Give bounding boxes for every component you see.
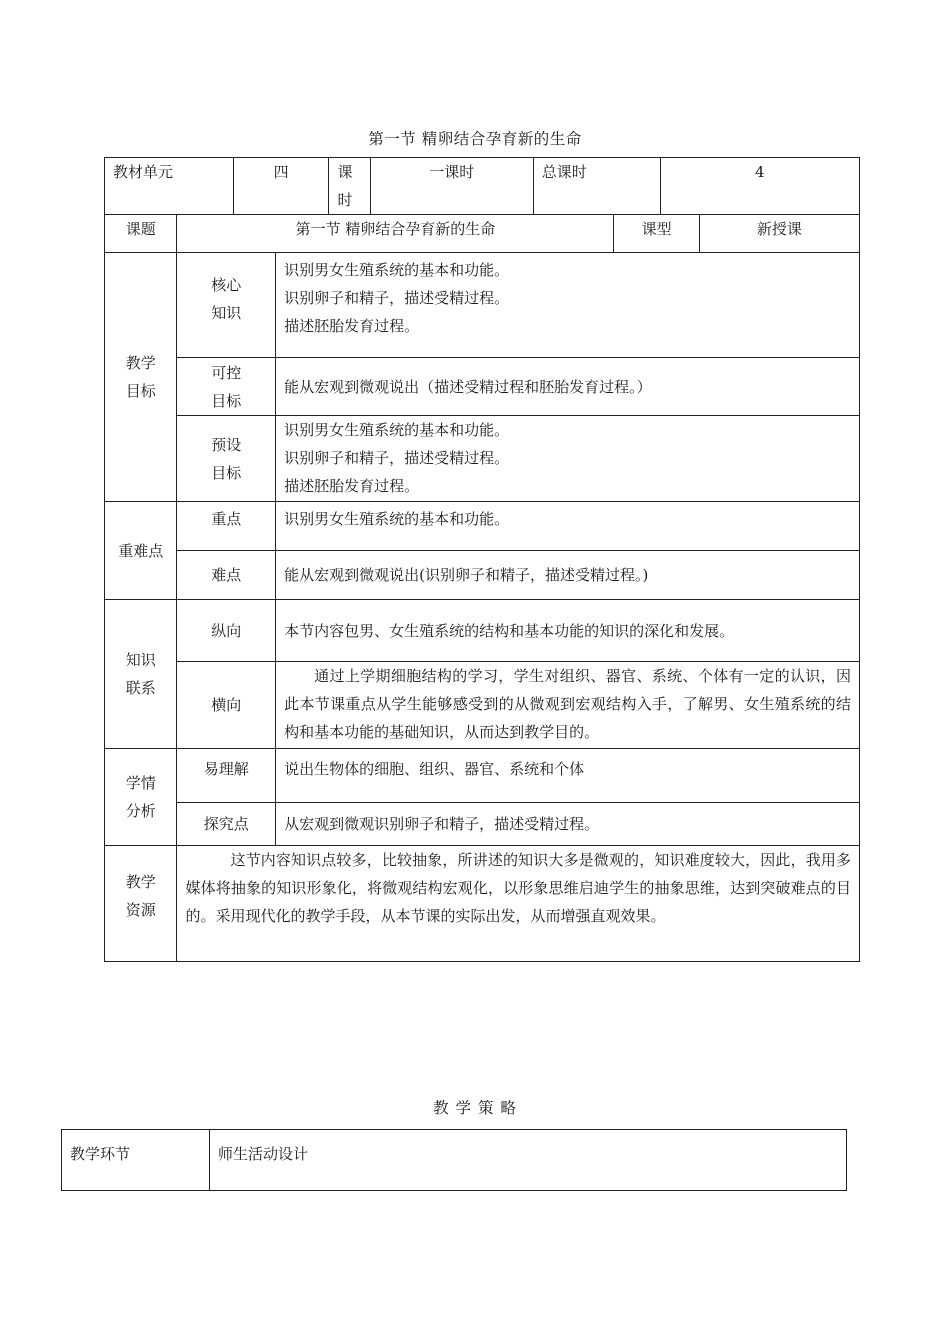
learning-label-cell [105,749,177,846]
controllable-content-cell [276,358,860,416]
difficult-text: 能从宏观到微观说出(识别卵子和精子，描述受精过程。) [284,566,649,584]
resources-label-cell [105,846,177,962]
controllable-text: 能从宏观到微观说出（描述受精过程和胚胎发育过程。） [284,377,652,396]
preset-line: 识别卵子和精子，描述受精过程。 [284,449,510,467]
key-content-cell [276,502,860,551]
period-label-cell [329,158,370,215]
horizontal-content-cell [276,662,860,749]
topic-label-cell [105,215,177,253]
core-line: 描述胚胎发育过程。 [284,317,420,335]
type-value: 新授课 [756,220,802,238]
topic-value: 第一节 精卵结合孕育新的生命 [295,220,496,238]
vertical-content-cell [276,600,860,662]
strategy-col1: 教学环节 [70,1145,131,1163]
period-value: 一课时 [429,163,475,181]
unit-label: 教材单元 [113,163,174,181]
easy-label-cell [177,749,276,803]
strategy-col2-cell [210,1130,847,1191]
core-label: 核心知识 [211,276,242,322]
strategy-title: 教 学 策 略 [433,1099,517,1117]
key-label-cell [177,502,276,551]
key-text: 识别男女生殖系统的基本和功能。 [284,510,510,528]
controllable-label: 可控目标 [211,363,242,410]
unit-value-cell [233,158,329,215]
vertical-text: 本节内容包男、女生殖系统的结构和基本功能的知识的深化和发展。 [284,621,735,640]
total-value: 4 [755,163,765,181]
strategy-col2: 师生活动设计 [218,1145,309,1163]
knowledge-label: 知识联系 [125,651,156,697]
total-label: 总课时 [541,163,587,181]
easy-content-cell [276,749,860,803]
preset-content-cell [276,416,860,502]
period-value-cell [370,158,533,215]
keypoints-label: 重难点 [118,541,164,560]
total-label-cell [533,158,660,215]
strategy-col1-cell [62,1130,210,1191]
resources-content-cell [177,846,860,962]
explore-text: 从宏观到微观识别卵子和精子，描述受精过程。 [284,815,600,833]
core-line: 识别男女生殖系统的基本和功能。 [284,261,510,279]
type-value-cell [699,215,859,253]
key-label: 重点 [211,510,242,528]
difficult-label-cell [177,551,276,600]
unit-label-cell [105,158,234,215]
unit-value: 四 [273,163,289,181]
type-label: 课型 [641,220,672,238]
explore-label-cell [177,803,276,846]
lesson-plan-table [104,157,860,962]
preset-label: 预设目标 [211,435,242,482]
topic-value-cell [177,215,614,253]
controllable-label-cell [177,358,276,416]
vertical-label: 纵向 [211,621,242,640]
difficult-label: 难点 [211,566,242,584]
objectives-label: 教学目标 [125,354,156,400]
horizontal-label-cell [177,662,276,749]
strategy-table [61,1129,847,1191]
period-label: 课时 [337,163,353,209]
total-value-cell [660,158,859,215]
difficult-content-cell [276,551,860,600]
easy-text: 说出生物体的细胞、组织、器官、系统和个体 [284,760,585,778]
core-label-cell [177,253,276,358]
vertical-label-cell [177,600,276,662]
topic-label: 课题 [125,220,156,238]
horizontal-label: 横向 [211,696,242,714]
knowledge-label-cell [105,600,177,749]
core-line: 识别卵子和精子，描述受精过程。 [284,289,510,307]
keypoints-label-cell [105,502,177,600]
learning-label: 学情分析 [125,774,156,820]
resources-text: 这节内容知识点较多，比较抽象，所讲述的知识大多是微观的，知识难度较大，因此，我用多媒体将抽象的知识形象化，将微观结构宏观化，以形象思维启迪学生的抽象思维，达到突破难点的目的。采用现代化的教学手段，从本节课的实际出发，从而增强直观效果。 [185,851,851,925]
easy-label: 易理解 [203,760,249,778]
type-label-cell [614,215,700,253]
explore-label: 探究点 [203,815,249,833]
objectives-label-cell [105,253,177,502]
preset-line: 识别男女生殖系统的基本和功能。 [284,421,510,439]
page-title: 第一节 精卵结合孕育新的生命 [368,130,582,148]
preset-label-cell [177,416,276,502]
explore-content-cell [276,803,860,846]
preset-line: 描述胚胎发育过程。 [284,477,420,495]
horizontal-text: 通过上学期细胞结构的学习，学生对组织、器官、系统、个体有一定的认识，因此本节课重点从学生能够感受到的从微观到宏观结构入手，了解男、女生殖系统的结构和基本功能的基础知识，从而达到教学目的。 [284,667,851,741]
core-content-cell [276,253,860,358]
resources-label: 教学资源 [125,873,156,919]
